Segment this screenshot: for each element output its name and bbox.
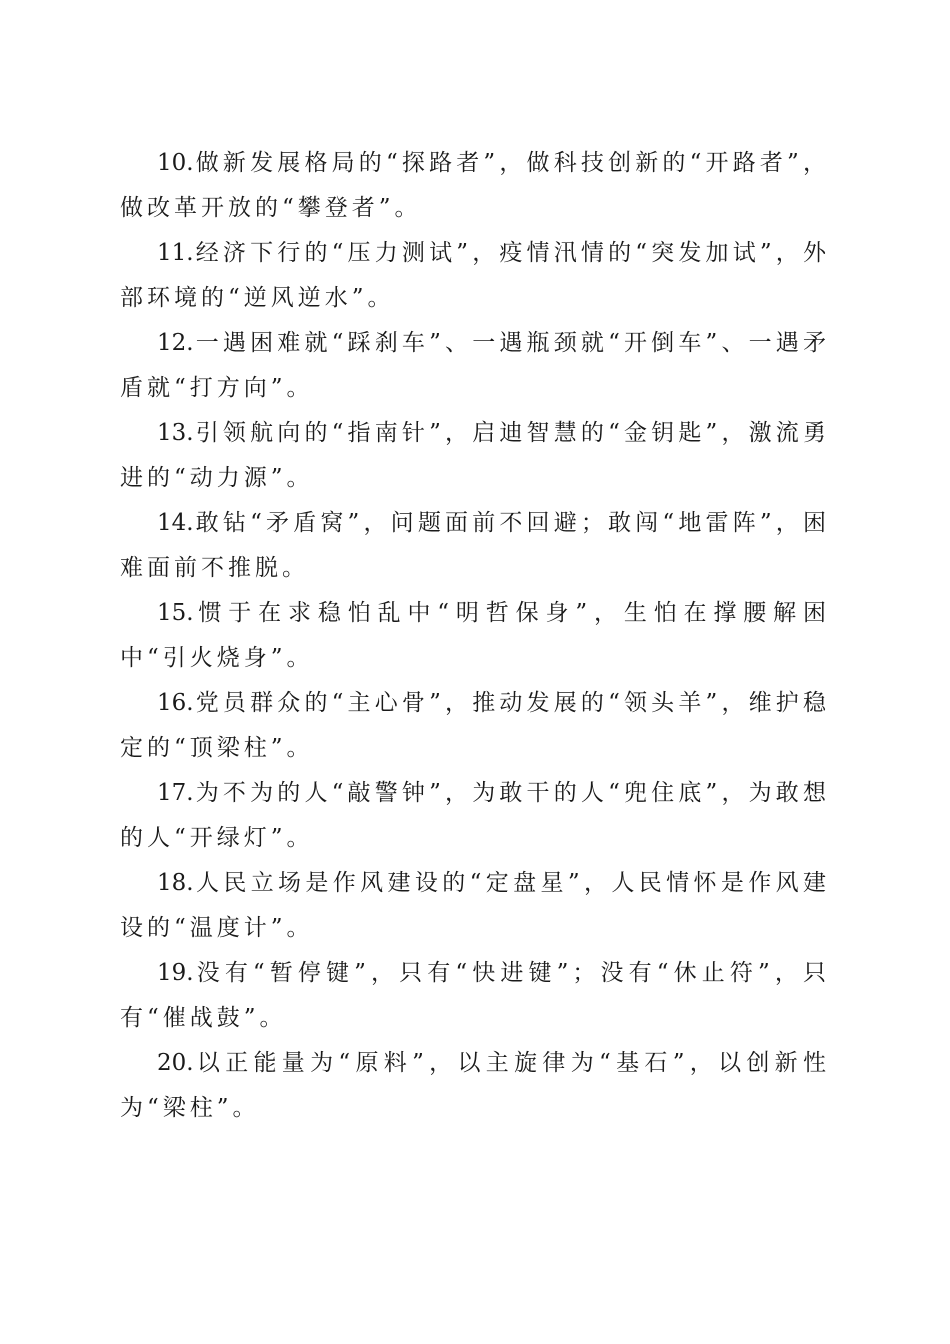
list-item bbox=[120, 681, 830, 771]
list-item bbox=[120, 231, 830, 321]
item-text: 以正能量为“原料”，以主旋律为“基石”，以创新性为“梁柱”。 bbox=[120, 1050, 830, 1121]
list-item bbox=[120, 591, 830, 681]
item-text: 敢钻“矛盾窝”，问题面前不回避；敢闯“地雷阵”，困难面前不推脱。 bbox=[120, 510, 830, 581]
item-text: 人民立场是作风建设的“定盘星”，人民情怀是作风建设的“温度计”。 bbox=[120, 870, 830, 941]
item-text: 引领航向的“指南针”，启迪智慧的“金钥匙”，激流勇进的“动力源”。 bbox=[120, 420, 830, 491]
item-number: 13. bbox=[157, 420, 194, 446]
item-number: 12. bbox=[157, 330, 194, 356]
list-item bbox=[120, 141, 830, 231]
item-number: 17. bbox=[157, 780, 194, 806]
list-item bbox=[120, 501, 830, 591]
item-number: 16. bbox=[157, 690, 194, 716]
list-item bbox=[120, 411, 830, 501]
list-item bbox=[120, 771, 830, 861]
item-number: 10. bbox=[157, 150, 194, 176]
item-number: 11. bbox=[157, 240, 194, 266]
list-item bbox=[120, 1041, 830, 1131]
item-number: 19. bbox=[157, 960, 194, 986]
item-number: 14. bbox=[157, 510, 194, 536]
item-text: 为不为的人“敲警钟”，为敢干的人“兜住底”，为敢想的人“开绿灯”。 bbox=[120, 780, 830, 851]
list-item bbox=[120, 861, 830, 951]
item-number: 15. bbox=[157, 600, 194, 626]
list-item bbox=[120, 321, 830, 411]
item-text: 一遇困难就“踩刹车”、一遇瓶颈就“开倒车”、一遇矛盾就“打方向”。 bbox=[120, 330, 830, 401]
item-text: 惯于在求稳怕乱中“明哲保身”，生怕在撑腰解困中“引火烧身”。 bbox=[120, 600, 830, 671]
item-number: 20. bbox=[157, 1050, 194, 1076]
item-text: 做新发展格局的“探路者”，做科技创新的“开路者”，做改革开放的“攀登者”。 bbox=[120, 150, 830, 221]
item-text: 经济下行的“压力测试”，疫情汛情的“突发加试”，外部环境的“逆风逆水”。 bbox=[120, 240, 830, 311]
document-body bbox=[120, 141, 830, 1131]
list-item bbox=[120, 951, 830, 1041]
item-number: 18. bbox=[157, 870, 194, 896]
item-text: 党员群众的“主心骨”，推动发展的“领头羊”，维护稳定的“顶梁柱”。 bbox=[120, 690, 830, 761]
item-text: 没有“暂停键”，只有“快进键”；没有“休止符”，只有“催战鼓”。 bbox=[120, 960, 830, 1031]
